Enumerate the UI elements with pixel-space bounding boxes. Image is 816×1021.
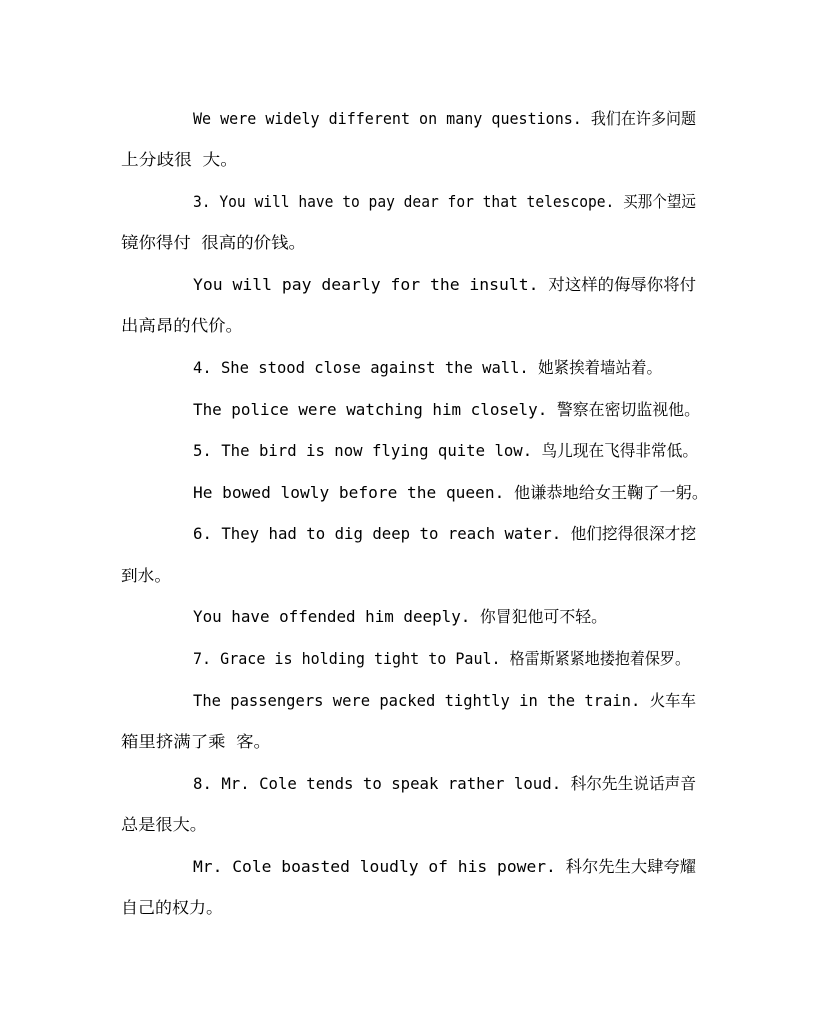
text-line (193, 275, 697, 295)
text-line (193, 109, 729, 129)
text-line (193, 441, 709, 461)
line-text: The passengers were packed tightly in the train. 火车车 (193, 691, 697, 710)
line-text: 3. You will have to pay dear for that telescope. 买那个望远 (193, 192, 696, 211)
text-line (121, 316, 243, 336)
text-line (121, 732, 272, 752)
line-text: 上分歧很 大。 (121, 150, 238, 169)
text-line (193, 691, 713, 711)
text-line (193, 358, 677, 378)
line-text: He bowed lowly before the queen. 他谦恭地给女王鞠了一躬。 (193, 483, 708, 502)
text-line (121, 150, 238, 170)
text-line (193, 649, 722, 669)
text-line (193, 400, 703, 420)
text-line (193, 607, 610, 627)
line-text: 4. She stood close against the wall. 她紧挨着墙站着。 (193, 358, 663, 377)
text-line (193, 483, 708, 503)
line-text: We were widely different on many questions. 我们在许多问题 (193, 109, 697, 128)
text-line (121, 233, 306, 253)
text-line (193, 192, 745, 212)
text-line (121, 898, 223, 918)
line-text: 镜你得付 很高的价钱。 (121, 233, 306, 252)
line-text: 6. They had to dig deep to reach water. 他们挖得很深才挖 (193, 524, 697, 543)
line-text: 出高昂的代价。 (121, 316, 243, 335)
line-text: 5. The bird is now flying quite low. 鸟儿现在飞得非常低。 (193, 441, 699, 460)
line-text: 8. Mr. Cole tends to speak rather loud. 科尔先生说话声音 (193, 774, 697, 793)
line-text: 7. Grace is holding tight to Paul. 格雷斯紧紧地搂抱着保罗。 (193, 649, 690, 668)
text-line (193, 857, 697, 877)
line-text: You have offended him deeply. 你冒犯他可不轻。 (193, 607, 607, 626)
line-text: 到水。 (121, 566, 171, 585)
line-text: Mr. Cole boasted loudly of his power. 科尔先生大肆夸耀 (193, 857, 697, 876)
line-text: 箱里挤满了乘 客。 (121, 732, 272, 751)
line-text: The police were watching him closely. 警察在密切监视他。 (193, 400, 701, 419)
text-line (121, 815, 208, 835)
text-line (193, 774, 706, 794)
text-line (193, 524, 706, 544)
line-text: 自己的权力。 (121, 898, 223, 917)
line-text: You will pay dearly for the insult. 对这样的侮辱你将付 (193, 275, 697, 294)
text-line (121, 566, 169, 586)
line-text: 总是很大。 (121, 815, 208, 834)
